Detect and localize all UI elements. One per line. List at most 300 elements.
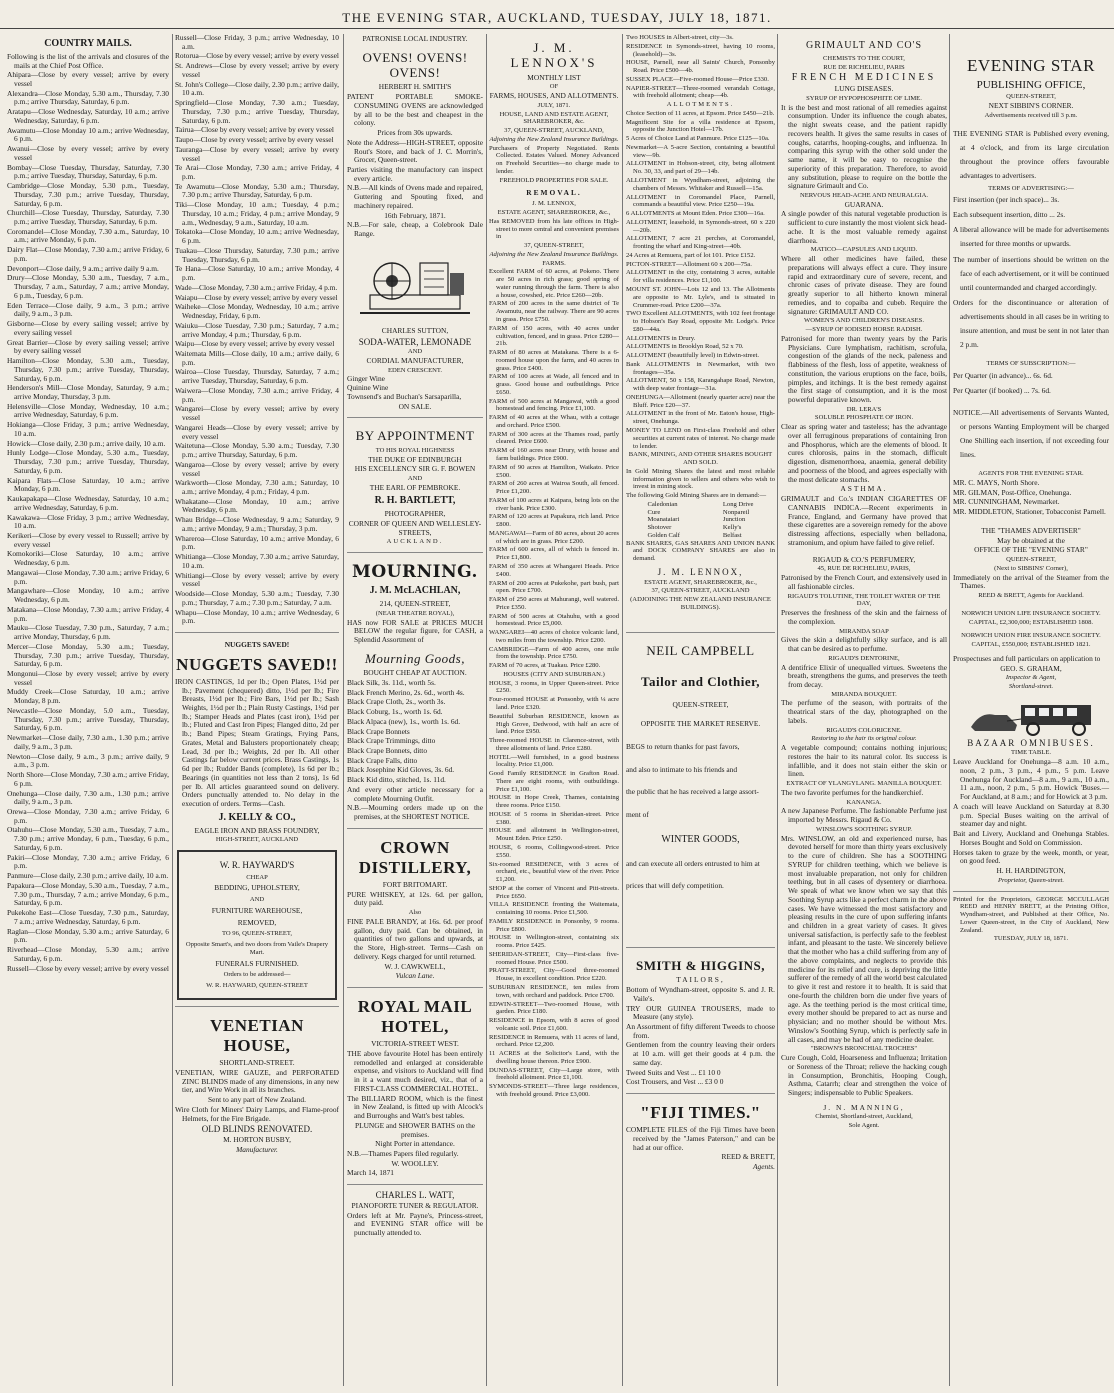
share-name: Golden Calf xyxy=(647,531,680,539)
farm-listing: WANGAREI—40 acres of choice volcanic land, two miles from the township. Price £200. xyxy=(489,629,619,644)
royal-porter: Night Porter in attendance. xyxy=(375,1139,455,1149)
agent-entry: MR. CUNNINGHAM, Newmarket. xyxy=(953,497,1060,507)
house-listing: RESIDENCE in Remuera, with 11 acres of land, orchard. Price £2,200. xyxy=(489,1033,619,1049)
soluble-body: Clear as spring water and tasteless; has the advantage over all ferruginous preparations of containing Iron and Phosphorus, which are the elements of blood. It cures chlorosis, pains in the stomach, difficult digestion, dismenorrhoea, anaemia, general debility and poorness of the blood, and agrees especially with the most delicate stomachs. xyxy=(781,422,947,484)
appointment-line: THE DUKE OF EDINBURGH xyxy=(368,454,462,464)
allotment-listing: TWO Excellent ALLOTMENTS, with 102 feet frontage to Hobson's Bay Road, opposite Mr. Lodge's. Price £80—44a. xyxy=(626,310,775,333)
hayward-line: FUNERALS FURNISHED. xyxy=(215,958,299,968)
allotment-listing: 24 Acres at Remuera, part of lot 101. Price £152. xyxy=(626,251,756,259)
hayward-line: TO 96, QUEEN-STREET, xyxy=(221,930,293,938)
agent-entry: MR. C. MAYS, North Shore. xyxy=(953,477,1040,487)
bouquet-heading: MIRANDA BOUQUET. xyxy=(831,690,897,698)
mail-entry: Cambridge—Close Monday, 5.30 p.m., Tuesday, Thursday, 7.30 p.m.; arrive Tuesday, Thursday, Saturday, 6 p.m. xyxy=(7,181,169,208)
country-mails-list xyxy=(7,71,169,973)
removal-address: 37, QUEEN-STREET, xyxy=(524,242,584,250)
mail-entry: Tairua—Close by every vessel; arrive by every vessel xyxy=(175,125,334,135)
farm-listing: FARM of 160 acres near Drury, with house and farm buildings. Price £900. xyxy=(489,447,619,463)
farm-listing: FARM of 350 acres at Whangarei Heads. Price £400. xyxy=(489,562,619,578)
royal-heading: ROYAL MAIL HOTEL, xyxy=(357,997,473,1037)
royal-body: THE above favourite Hotel has been entirely remodelled and enlarged at considerable expense, and visitors to Auckland will find in it a want much desired, viz., that of a FIRST-CLASS COMMERCIAL HOTEL. xyxy=(347,1048,483,1093)
mail-entry: Devonport—Close daily, 9 a.m.; arrive daily 9 a.m. xyxy=(7,263,159,273)
kananga-heading: KANANGA. xyxy=(846,798,882,806)
house-listing: 11 ACRES at the Solicitor's Land, with the dwelling house thereon. Price £900. xyxy=(489,1050,619,1065)
mail-entry: Hokianga—Close Friday, 3 p.m.; arrive Wednesday, 10 a.m. xyxy=(7,420,169,438)
smith-visit: Parties visiting the manufactory can inspect every article. xyxy=(347,165,483,183)
mail-entry: Ahipara—Close by every vessel; arrive by every vessel xyxy=(7,70,169,88)
hayward-line: FURNITURE WAREHOUSE, xyxy=(211,905,303,915)
mail-entry: Henderson's Mill—Close Monday, Saturday, 9 a.m.; arrive Monday, Thursday, 3 p.m. xyxy=(7,383,169,401)
lennox-agent: HOUSE, LAND AND ESTATE AGENT, SHAREBROKER, &c. xyxy=(499,110,609,126)
mclachlan-every: And every other article necessary for a complete Mourning Outfit. xyxy=(347,784,483,803)
removal-adjoining: Adjoining the New Zealand Insurance Buildings. xyxy=(489,250,619,258)
lennox-purchasers: Purchasers of Property Negotiated. Rents Collected. Estates Valued. Money Advanced on Freehold Securities—no charge made to lender. xyxy=(489,144,619,176)
mail-entry: Mauku—Close Tuesday, 7.30 p.m., Saturday, 7 a.m.; arrive Monday, Thursday, 6 p.m. xyxy=(7,623,169,642)
omnibus-engraving xyxy=(961,697,1101,737)
mail-entry: Mangawhare—Close Monday, 10 a.m.; arrive Wednesday, 6 p.m. xyxy=(7,586,169,605)
guarana-heading: GUARANA. xyxy=(844,199,884,209)
royal-nb: N.B.—Thames Papers filed regularly. xyxy=(347,1148,459,1158)
allotment-listing: ALLOTMENT, 50 x 158, Karangahape Road, Newton, with deep water frontage—31a. xyxy=(626,377,775,393)
crown-owner: W. J. CAWKWELL, xyxy=(384,961,446,971)
terms-each: Each subsequent insertion, ditto ... 2s. xyxy=(953,210,1066,220)
royal-sub: VICTORIA-STREET WEST. xyxy=(371,1039,459,1049)
norwich-life-heading: NORWICH UNION LIFE INSURANCE SOCIETY. xyxy=(961,609,1101,617)
column-local-industry xyxy=(344,34,486,1386)
smith-higgins-assortment: An Assortment of fifty different Tweeds to choose from. xyxy=(626,1022,775,1040)
mail-entry: Waiuku—Close Tuesday, 7.30 p.m.; Saturday, 7 a.m.; arrive Monday, 4 p.m.; Thursday, 6 p.m. xyxy=(175,320,339,339)
thames-address: QUEEN-STREET, xyxy=(1006,556,1056,564)
watt-trade: PIANOFORTE TUNER & REGULATOR. xyxy=(351,1200,479,1210)
campbell-prices: prices that will defy competition. xyxy=(626,881,724,891)
coloricene-body: A vegetable compound; contains nothing injurious; restores the hair to its natural color. Its success is infallible, and it does not stain either the skin or linen. xyxy=(781,743,947,779)
allotment-listing: Newmarket—A 5-acre Section, containing a beautiful view—9b. xyxy=(626,143,775,159)
es-next: NEXT SIBBIN'S CORNER. xyxy=(988,100,1074,110)
bazaar-horses: Horses taken to graze by the week, month, or year, on good feed. xyxy=(953,847,1109,866)
campbell-trade: Tailor and Clothier, xyxy=(641,674,760,689)
lennox-date: JULY, 1871. xyxy=(537,101,571,109)
fiji-agents: Agents. xyxy=(753,1162,775,1172)
grimault-french: FRENCH MEDICINES xyxy=(791,72,937,84)
column-mails-and-ads xyxy=(172,34,342,1386)
venetian-renovated: OLD BLINDS RENOVATED. xyxy=(201,1124,313,1135)
terms-number: The number of insertions should be written on the face of each advertisement, or it will be continued until countermanded and charged accordingly. xyxy=(953,254,1109,292)
farm-listing: FARM of 150 acres, with 40 acres under cultivation, fenced, and in grass. Price £280—21b. xyxy=(489,324,619,348)
smith-nb: N.B.—All kinds of Ovens made and repaired, Guttering and Spouting fixed, and machinery repaired. xyxy=(347,183,483,210)
mourning-heading: MOURNING. xyxy=(352,562,478,583)
mail-entry: Wairoa—Close Tuesday, Thursday, Saturday, 7 a.m.; arrive Tuesday, Thursday, Saturday, 6 p.m. xyxy=(175,367,339,386)
allotment-listing: ALLOTMENT (beautifully level) in Edwin-street. xyxy=(626,352,759,360)
farm-listing: FARM of 260 acres at Wairoa South, all fenced. Price £1,200. xyxy=(489,480,619,496)
agents-heading: AGENTS FOR THE EVENING STAR. xyxy=(978,470,1084,478)
patronise-heading: PATRONISE LOCAL INDUSTRY. xyxy=(362,34,468,43)
farm-listing: CAMBRIDGE—Farm of 400 acres, one mile from the township. Price £750. xyxy=(489,645,619,661)
appointment-line: HIS EXCELLENCY SIR G. F. BOWEN xyxy=(354,464,476,474)
venetian-heading: VENETIAN HOUSE, xyxy=(210,1016,304,1056)
appointment-heading: BY APPOINTMENT xyxy=(355,428,475,444)
bazaar-heading: BAZAAR OMNIBUSES. xyxy=(967,737,1095,748)
royal-billiard: The BILLIARD ROOM, which is the finest in New Zealand, is fitted up with Alcock's and Burroughs and Watt's best tables. xyxy=(347,1093,483,1121)
allotment-listing: Choice Section of 11 acres, at Epsom. Price £450—21b. xyxy=(626,109,775,117)
ad-hayward xyxy=(177,850,337,1000)
rigaud-heading: RIGAUD & CO.'S PERFUMERY, xyxy=(812,554,916,564)
mail-entry: Gisborne—Close by every sailing vessel; arrive by every sailing vessel xyxy=(7,319,169,337)
lennox2-address: 37, QUEEN-STREET, AUCKLAND xyxy=(651,587,750,595)
allotment-listing: ALLOTMENTS in Brooklyn Road, 52 x 70. xyxy=(626,343,744,351)
campbell-begs: BEGS to return thanks for past favors, xyxy=(626,741,740,751)
mail-entry: Wangaroa—Close by every vessel; arrive by every vessel xyxy=(175,459,339,478)
house-listing: SUBURBAN RESIDENCE, ten miles from town, with orchard and paddock. Price £700. xyxy=(489,984,619,999)
dentorine-heading: RIGAUD'S DENTORINE, xyxy=(828,654,900,662)
mail-entry: Waiheke—Close Monday, Wednesday, 10 a.m.; arrive Wednesday, Friday, 6 p.m. xyxy=(175,302,339,321)
farm-listing: FARM of 200 acres at Pukekohe, part bush, part open. Price £700. xyxy=(489,579,619,595)
house-listing: Two HOUSES in Albert-street, city—3s. xyxy=(626,34,734,41)
ad-watt xyxy=(347,1184,483,1238)
mail-entry: Waitemata Mills—Close daily, 10 a.m.; arrive daily, 6 p.m. xyxy=(175,348,339,367)
ad-mourning xyxy=(347,552,483,822)
allotment-listing: ALLOTMENT in the city, containing 3 acres, suitable for villa residences. Price £1,100. xyxy=(626,269,775,285)
mail-entry: Kerikeri—Close by every vessel to Russell; arrive by every vessel xyxy=(7,530,169,549)
mail-entry: Whau Bridge—Close Wednesday, 9 a.m.; Saturday, 9 a.m.; arrive Monday, 9 a.m.; Thursday, 3 p.m. xyxy=(175,515,339,533)
farms-list xyxy=(489,268,619,670)
house-listing: Three-roomed HOUSE in Clarence-street, with three allotments of land. Price £280. xyxy=(489,737,619,752)
mail-entry: Whareroa—Close Saturday, 10 a.m.; arrive Monday, 6 p.m. xyxy=(175,533,339,552)
thames-immediately: Immediately on the arrival of the Steamer from the Thames. xyxy=(953,572,1109,591)
lennox-of: OF xyxy=(549,83,559,91)
campbell-address: QUEEN-STREET, xyxy=(672,700,729,710)
norwich-title: Inspector & Agent, xyxy=(1005,674,1057,682)
soluble-heading: SOLUBLE PHOSPHATE OF IRON. xyxy=(814,414,914,422)
venetian-wire: Wire Cloth for Miners' Dairy Lamps, and Flame-proof Helmets, for the Fire Brigade. xyxy=(175,1104,339,1123)
campbell-intimate: and also to intimate to his friends and xyxy=(626,764,738,774)
mail-entry: Otahuhu—Close Monday, 5.30 a.m., Tuesday, 7 a.m., 7.30 p.m.; arrive Monday, 6 p.m., Tuesday, 6 p.m., Saturday, 6 p.m. xyxy=(7,825,169,852)
mourning-item: Black Silk, 3s. 11d., worth 5s. xyxy=(347,677,436,687)
agent-entry: MR. GILMAN, Post-Office, Onehunga. xyxy=(953,487,1072,497)
mail-entry: Mongonui—Close by every vessel; arrive by every vessel xyxy=(7,669,169,687)
farm-listing: FARM of 100 acres at Kaipara, being lots on the river bank. Price £300. xyxy=(489,496,619,512)
mail-entry: St. John's College—Close daily, 2.30 p.m.; arrive daily, 10 a.m. xyxy=(175,79,339,98)
royal-date: March 14, 1871 xyxy=(347,1168,395,1178)
lennox-farms-title: FARMS, HOUSES, AND ALLOTMENTS. xyxy=(489,91,619,101)
lennox-address: 37, QUEEN-STREET, AUCKLAND, xyxy=(504,127,604,135)
notice-servants: NOTICE.—All advertisements of Servants Wanted, or persons Wanting Employment will be charged One Shilling each insertion, if not exceeding four lines. xyxy=(953,407,1109,460)
mail-entry: Komokoriki—Close Saturday, 10 a.m.; arrive Wednesday, 6 p.m. xyxy=(7,549,169,568)
house-listing: RESIDENCE in Symonds-street, having 10 rooms, (leasehold)—3s. xyxy=(626,42,775,58)
mail-entry: Orewa—Close Monday, 7.30 a.m.; arrive Friday, 6 p.m. xyxy=(7,807,169,825)
bazaar-proprietor: Proprietor, Queen-street. xyxy=(998,876,1064,884)
allotment-listing: Bank ALLOTMENTS in Newmarket, with two frontages—35a. xyxy=(626,360,775,376)
ovens-heading: OVENS! OVENS! OVENS! xyxy=(362,49,468,81)
thames-next: (Next to SIBBINS' Corner), xyxy=(994,564,1068,572)
removal-name: J. M. LENNOX, xyxy=(532,200,576,208)
mail-entry: Te Hana—Close Saturday, 10 a.m.; arrive Monday, 4 p.m. xyxy=(175,264,339,283)
mail-entry: Pakiri—Close Monday, 7.30 a.m.; arrive Friday, 6 p.m. xyxy=(7,852,169,871)
lennox-adjoining: Adjoining the New Zealand Insurance Buildings. xyxy=(489,135,619,143)
allotment-listing: ALLOTMENT, 7 acre 21 perches, at Coromandel, fronting the wharf and King-street—40b. xyxy=(626,235,775,251)
ad-neil-campbell xyxy=(626,632,775,891)
royal-owner: W. WOOLLEY. xyxy=(391,1158,439,1168)
removal-body: Has REMOVED from his late offices in High-street to more central and convenient premises in xyxy=(489,217,619,241)
fiji-body: COMPLETE FILES of the Fiji Times have been received by the "James Paterson," and can be had at our office. xyxy=(626,1125,775,1152)
mail-entry: Hamilton—Close Monday, 5.30 a.m., Tuesday, Thursday, 7.30 p.m.; arrive Tuesday, Thursday, Saturday, 6 p.m. xyxy=(7,356,169,383)
mail-entry: Waiwera—Close Monday, 7.30 a.m.; arrive Friday, 4 p.m. xyxy=(175,385,339,404)
houses-list-continued xyxy=(626,34,775,100)
house-listing: HOUSE in Hope Creek, Thames, containing three rooms. Price £150. xyxy=(489,794,619,810)
share-name: Nonpareil xyxy=(722,508,750,516)
coloricene-heading: RIGAUD'S COLORICENE. xyxy=(826,726,902,734)
manning-name: J. N. MANNING, xyxy=(823,1102,905,1112)
appointment-line: TO HIS ROYAL HIGHNESS xyxy=(375,446,455,454)
lennox-sub: MONTHLY LIST xyxy=(527,72,581,82)
bazaar-bait: Bait and Livery, Auckland and Onehunga Stables. Horses Bought and Sold on Commission. xyxy=(953,829,1109,847)
mail-entry: Helensville—Close Monday, Wednesday, 10 a.m.; arrive Wednesday, Saturday, 6 p.m. xyxy=(7,401,169,420)
smith-higgins-trade: TAILORS, xyxy=(676,975,725,985)
mail-entry: North Shore—Close Monday, 7.30 a.m.; arrive Friday, 6 p.m. xyxy=(7,770,169,788)
allotment-listing: ONEHUNGA—Allotment (nearly quarter acre) near the Bluff. Price £20—37. xyxy=(626,393,775,409)
mourning-item: Black Crape Trimmings, ditto xyxy=(347,736,436,746)
house-listing: NAPIER-STREET—Three-roomed verandah Cottage, with freehold allotment; cheap—4b. xyxy=(626,84,775,100)
house-listing: EDWIN-STREET—Two-roomed House, with garden. Price £180. xyxy=(489,1000,619,1016)
mail-entry: Waiapu—Close by every vessel; arrive by every vessel xyxy=(175,292,338,302)
thames-office: OFFICE OF THE "EVENING STAR" xyxy=(974,545,1088,555)
campbell-ment: ment of xyxy=(626,810,649,819)
bazaar-timetable: TIME TABLE. xyxy=(1010,749,1051,757)
imprint-printed: Printed for the Proprietors, GEORGE MCCULLAGH REED and HENRY BRETT, at the Printing Office, Wyndham-street, and Published at their Office, No. Lower Queen-street, in the City of Auckland, New Zealand. xyxy=(953,895,1109,934)
houses-heading: HOUSES (CITY AND SUBURBAN.) xyxy=(503,670,605,678)
house-listing: SUSSEX PLACE—Five-roomed House—Price £330. xyxy=(626,75,769,83)
removal-heading: REMOVAL. xyxy=(526,187,582,197)
ad-royal-mail-hotel xyxy=(347,987,483,1178)
mail-entry: Matakana—Close Monday, 7.30 a.m.; arrive Friday, 4 p.m. xyxy=(7,604,169,623)
house-listing: HOUSE, 6 rooms, Collingwood-street. Price £550. xyxy=(489,844,619,859)
matico-heading: MATICO—CAPSULES AND LIQUID. xyxy=(810,246,918,254)
thames-heading: THE "THAMES ADVERTISER" xyxy=(981,525,1081,535)
mourning-item: Black Crape Bonnets, ditto xyxy=(347,746,428,755)
mail-entry: Panmure—Close daily, 2.30 p.m.; arrive daily, 10 a.m. xyxy=(7,871,169,881)
toilet-body: Preserves the freshness of the skin and the fairness of the complexion. xyxy=(781,608,947,626)
manning-agent: Sole Agent. xyxy=(848,1122,880,1130)
mail-entry: Churchill—Close Tuesday, Thursday, Saturday, 7.30 p.m.; arrive Tuesday, Thursday, Saturday, 6 p.m. xyxy=(7,208,169,227)
column-lennox-list xyxy=(486,34,622,1386)
mail-entry: Whitiangi—Close by every vessel; arrive by every vessel xyxy=(175,570,339,589)
house-listing: SYMONDS-STREET—Three large residences, with freehold ground. Price £3,000. xyxy=(489,1083,619,1098)
allotment-listing: 6 ALLOTMENTS at Mount Eden. Price £300—16a. xyxy=(626,210,765,218)
farm-listing: FARM of 500 acres at Mangawai, with a good homestead and fencing. Price £1,100. xyxy=(489,397,619,413)
farm-listing: FARM of 600 acres, all of which is fenced in. Price £1,800. xyxy=(489,546,619,562)
hayward-line: Opposite Smart's, and two doors from Vaile's Drapery Mart. xyxy=(185,941,329,956)
crown-body: PURE WHISKEY, at 12s. 6d. per gallon, duty paid. xyxy=(347,889,483,908)
mail-entry: Riverhead—Close Monday, 5.30 a.m.; arrive Saturday, 6 p.m. xyxy=(7,945,169,963)
masthead-title: THE EVENING STAR, AUCKLAND, TUESDAY, JULY 18, 1871. xyxy=(342,10,772,25)
lennox2-adjoining: (ADJOINING THE NEW ZEALAND INSURANCE BUILDINGS). xyxy=(630,596,771,611)
mail-entry: Kaukapakapa—Close Wednesday, Saturday, 10 a.m.; arrive Wednesday, Saturday, 6 p.m. xyxy=(7,494,169,512)
column-allotments-tailors xyxy=(623,34,778,1386)
dentorine-body: A dentifrice Elixir of unequalled virtues. Sweetens the breath, strengthens the gums, and preserves the teeth from decay. xyxy=(781,662,947,689)
terms-heading: TERMS OF ADVERTISING:— xyxy=(988,184,1074,192)
venetian-owner: M. HORTON BUSBY, xyxy=(223,1134,291,1144)
farms-heading: FARMS. xyxy=(542,259,566,267)
imprint-date: TUESDAY, JULY 18, 1871. xyxy=(993,935,1069,943)
mourning-item: Black Crape Falls, ditto xyxy=(347,755,418,765)
nervous-heading: NERVOUS HEAD-ACHE AND NEURALGIA. xyxy=(799,191,929,199)
ad-bartlett xyxy=(347,417,483,546)
watt-name: CHARLES L. WATT, xyxy=(375,1190,455,1201)
sutton-and: AND xyxy=(407,348,423,356)
kelly-address: HIGH-STREET, AUCKLAND xyxy=(215,836,299,844)
mail-entry: Awanui—Close by every vessel; arrive by every vessel xyxy=(7,144,169,162)
smith-price: Prices from 30s upwards. xyxy=(377,128,453,138)
bank-body: In Gold Mining Shares the latest and most reliable information given to sellers and others who wish to invest in mining stock. xyxy=(626,467,775,491)
mail-entry: Wangarei—Close by every vessel; arrive by every vessel xyxy=(175,404,339,423)
hayward-line: AND xyxy=(249,896,265,904)
campbell-opposite: OPPOSITE THE MARKET RESERVE. xyxy=(640,719,761,729)
mail-entry: Rotorua—Close by every vessel; arrive by every vessel xyxy=(175,51,339,61)
house-listing: HOUSE, Parnell, near all Saints' Church, Ponsonby Road. Price £500—4b. xyxy=(626,59,775,75)
hayward-line: W. R. HAYWARD, QUEEN-STREET xyxy=(206,982,308,990)
houses-list xyxy=(489,680,619,1099)
allotment-listing: Magnificent Site for a villa residence at Epsom, opposite the Junction Hotel—17b. xyxy=(626,118,775,134)
winslow-body: Mrs. WINSLOW, an old and experienced nurse, has devoted herself for more than thirty years exclusively to the cure of children. She has a SOOTHING SYRUP for children teething, which we believe is most invaluable preparation, not only for children teething, but in all cases of dysentery or diarrhoea. We speak of what we know when we say that this Soothing Syrup acts like a perfect charm in the above cases. We have witnessed the most satisfactory and pleasing results in the cure of upon suffering infants and children in a great variety of cases. It gives universal satisfaction, is perfectly safe to the feeblest infant, and pleasant to the taste. We sincerely believe that the mother who has a child suffering from any of the above complaints, and neglects to provide this medicine for its relief and cure, is depriving the little sufferer of the remedy of all the world best calculated to give it rest and restore it to health. It is said that one-fourth the children born die under five years of age. As the teething period is the most critical time, every mother should be prepared to act as nurse and physician; and no mother should be without Mrs. Winslow's Soothing Syrup, which is perfectly safe in all cases, and may be had of any medicine dealer. xyxy=(781,833,947,1044)
smith-higgins-name: SMITH & HIGGINS, xyxy=(636,958,765,973)
miranda-soap-heading: MIRANDA SOAP xyxy=(839,627,889,635)
miranda-soap-body: Gives the skin a delightfully silky surface, and is all that can be desired as to perfume. xyxy=(781,635,947,653)
house-listing: Four-roomed HOUSE at Ponsonby, with ¼ acre land. Price £320. xyxy=(489,696,619,711)
farm-listing: FARM of 500 acres at Otahuhu, with a good homestead. Price £5,000. xyxy=(489,612,619,628)
mail-entry: Whapu—Close Monday, 10 a.m.; arrive Wednesday, 6 p.m. xyxy=(175,607,339,626)
mail-entry: Drury—Close Monday, 5.30 a.m., Tuesday, 7 a.m., Thursday, 7 a.m., Saturday, 7 a.m.; arrive Monday, 6 p.m., Tuesday, 6 p.m. xyxy=(7,273,169,300)
mail-entry: Eden Terrace—Close daily, 9 a.m., 3 p.m.; arrive daily, 9 a.m., 3 p.m. xyxy=(7,300,169,319)
smith-higgins-price-trousers: Cost Trousers, and Vest ... £3 0 0 xyxy=(626,1077,724,1087)
mail-entry: Waitetuna—Close Monday, 5.30 a.m.; Tuesday, 7.30 p.m.; arrive Thursday, Saturday, 6 p.m. xyxy=(175,441,339,460)
house-listing: HOTEL—Well furnished, in a good business locality. Price £1,000. xyxy=(489,753,619,769)
mail-entry: Newcastle—Close Monday, 5.0 a.m., Tuesday, Thursday, 7.30 p.m.; arrive Tuesday, Thursday, Saturday, 6 p.m. xyxy=(7,705,169,733)
mclachlan-nb: N.B.—Mourning orders made up on the premises, at the SHORTEST NOTICE. xyxy=(347,803,483,822)
bartlett-address: CORNER OF QUEEN AND WELLESLEY-STREETS, xyxy=(348,519,482,537)
smith-name: HERBERT H. SMITH'S xyxy=(378,82,452,92)
mclachlan-near: (NEAR THEATRE ROYAL), xyxy=(375,609,455,617)
campbell-name: NEIL CAMPBELL xyxy=(646,642,755,658)
mail-entry: Newton—Close daily, 9 a.m., 3 p.m.; arrive daily, 9 a.m., 3 p.m. xyxy=(7,751,169,770)
smith-sale: N.B.—For sale, cheap, a Colebrook Dale Range. xyxy=(347,220,483,239)
venetian-manufacturer: Manufacturer. xyxy=(236,1144,278,1154)
appointment-line: AND xyxy=(407,474,423,482)
mail-entry: Whakatane—Close Monday, 10 a.m.; arrive Wednesday, 6 p.m. xyxy=(175,496,339,515)
mail-entry: Coromandel—Close Monday, 7.30 a.m., Saturday, 10 a.m.; arrive Monday, 6 p.m. xyxy=(7,226,169,245)
venetian-sent: Sent to any part of New Zealand. xyxy=(208,1095,306,1105)
share-name: Kelly's xyxy=(722,524,742,532)
mail-entry: Kawakawa—Close Friday, 3 p.m.; arrive Wednesday, 10 a.m. xyxy=(7,512,169,531)
mail-entry: Hunly Lodge—Close Monday, 5.30 a.m., Tuesday, Thursday, 7.30 p.m.; arrive Tuesday, Thursday, Saturday, 6 p.m. xyxy=(7,448,169,475)
mail-entry: Alexandra—Close Monday, 5.30 a.m., Thursday, 7.30 p.m.; arrive Thursday, Saturday, 6 p.m. xyxy=(7,88,169,107)
mail-entry: Raglan—Close Monday, 5.30 a.m.; arrive Saturday, 6 p.m. xyxy=(7,926,169,945)
kelly-name: J. KELLY & CO., xyxy=(218,811,296,823)
mclachlan-address: 214, QUEEN-STREET, xyxy=(379,599,451,609)
rigaud-body: Patronised by the French Court, and extensively used in all fashionable circles. xyxy=(781,573,947,591)
coloricene-sub: Restoring to the hair its original colour. xyxy=(811,735,917,743)
house-listing: VILLA RESIDENCE fronting the Waitemata, containing 10 rooms. Price £1,500. xyxy=(489,901,619,917)
farm-listing: Excellent FARM of 60 acres, at Pokeno. There are 50 acres in rich grass; good spring of water running through the farm. There is also a house, cowshed, etc. Price £260—20b. xyxy=(489,268,619,299)
share-name: Shotover xyxy=(647,524,672,532)
farm-listing: FARM of 200 acres in the same district of Te Awamutu, near the railway. There are 90 acres in grass. Price £750. xyxy=(489,300,619,323)
bartlett-trade: PHOTOGRAPHER, xyxy=(384,509,446,519)
campbell-public: the public that he has received a large assort- xyxy=(626,787,759,797)
ylang-heading: EXTRACT OF YLANGYLANG. MANILLA BOUQUET. xyxy=(786,780,942,788)
iodised-heading: —SYRUP OF IODISED HORSE RADISH. xyxy=(805,326,923,334)
mail-entry: Tuakau—Close Thursday, Saturday, 7.30 p.m.; arrive Tuesday, Thursday, 6 p.m. xyxy=(175,245,339,264)
mail-entry: Waipu—Close by every vessel; arrive by every vessel xyxy=(175,339,335,349)
iodised-body: Patronised for more than twenty years by the Paris Physicians. Cure lymphatism, rachitism, scrofula, congestion of the glands of the neck, paleness and flabbiness of the flesh, loss of appetite, weakness of constitution, the various eruptions on the face, boils, pimples, and itchings. It is the best remedy against the first stage of consumption, and it is the most powerful depurative known. xyxy=(781,333,947,404)
norwich-fire-heading: NORWICH UNION FIRE INSURANCE SOCIETY. xyxy=(961,632,1101,640)
allotment-listing: ALLOTMENT, leasehold, in Symonds-street, 60 x 220 —20b. xyxy=(626,218,775,234)
mail-entry: Russell—Close by every vessel; arrive by every vessel xyxy=(7,963,169,973)
agents-list xyxy=(953,479,1109,517)
smith-higgins-try: TRY OUR GUINEA TROUSERS, made to Measure (any style). xyxy=(626,1003,775,1022)
crown-sub: FORT BRITOMART. xyxy=(382,879,448,889)
allotment-listing: ALLOTMENT in Wyndham-street, adjoining the chambers of Messrs. Whitaker and Russell—15a. xyxy=(626,177,775,192)
shares-column-left xyxy=(647,501,679,540)
mclachlan-name: J. M. McLACHLAN, xyxy=(369,585,461,597)
house-listing: SHOP at the corner of Vincent and Pitt-streets. Price £650. xyxy=(489,884,619,900)
subscription-advance: Per Quarter (in advance)... 6s. 6d. xyxy=(953,370,1053,380)
smith-date: 16th February, 1871. xyxy=(384,210,446,220)
smith-higgins-price-suits: Tweed Suits and Vest ... £1 10 0 xyxy=(626,1067,721,1077)
mail-entry: Newmarket—Close daily, 7.30 a.m., 1.30 p.m.; arrive daily, 9 a.m., 3 p.m. xyxy=(7,733,169,751)
thames-agents: REED & BRETT, Agents for Auckland. xyxy=(978,592,1084,600)
smith-higgins-address: Bottom of Wyndham-street, opposite S. and J. R. Vaile's. xyxy=(626,985,775,1003)
mourning-item: Black Alpaca (new), 1s., worth 1s. 6d. xyxy=(347,716,461,726)
thames-obtained: May be obtained at the xyxy=(997,535,1065,545)
house-listing: HOUSE of 5 rooms in Sheridan-street. Price £380. xyxy=(489,810,619,826)
mail-entry: Wangarei Heads—Close by every vessel; arrive by every vessel xyxy=(175,422,339,441)
subscription-booked: Per Quarter (if booked) ... 7s. 6d. xyxy=(953,385,1051,395)
lennox2-name: J. M. LENNOX, xyxy=(657,567,744,577)
bank-heading: BANK, MINING, AND OTHER SHARES BOUGHT AND SOLD. xyxy=(628,451,773,467)
hayward-line: REMOVED, xyxy=(237,917,277,927)
kananga-body: A new Japanese Perfume. The fashionable Perfume just imported by Messrs. Rigaud & Co. xyxy=(781,806,947,825)
crown-heading: CROWN DISTILLERY, xyxy=(358,837,472,877)
winslow-heading: WINSLOW'S SOOTHING SYRUP. xyxy=(816,825,912,833)
lennox2-agent: ESTATE AGENT, SHAREBROKER, &c., xyxy=(644,578,757,586)
mclachlan-bought: BOUGHT CHEAP AT AUCTION. xyxy=(363,668,467,678)
mail-entry: Tokatoka—Close Monday, 10 a.m.; arrive Wednesday, 6 p.m. xyxy=(175,227,339,246)
grimault-rue: RUE DE RICHELIEU, PARIS xyxy=(823,63,905,71)
nuggets-big-heading: NUGGETS SAVED!! xyxy=(176,654,338,674)
column-country-mails xyxy=(4,34,172,1386)
bartlett-city: AUCKLAND. xyxy=(386,538,444,546)
mail-entry: Te Arai—Close Monday, 7.30 a.m.; arrive Friday, 4 p.m. xyxy=(175,163,339,182)
removal-agent: ESTATE AGENT, SHAREBROKER, &c., xyxy=(497,209,611,217)
house-listing: Good Family RESIDENCE in Grafton Road. There are eight rooms, with outbuildings. Price £1,100. xyxy=(489,770,619,793)
bartlett-name: R. H. BARTLETT, xyxy=(374,495,456,507)
share-name: Moanataiari xyxy=(647,516,680,524)
asthma-heading: ASTHMA. xyxy=(840,484,888,494)
bazaar-coach: A coach will leave Auckland on Saturday at 8.30 p.m. Special Buses waiting on the arrival of steamer day and night. xyxy=(953,801,1109,829)
farm-listing: FARM of 90 acres at Hamilton, Waikato. Price £500. xyxy=(489,463,619,479)
mail-entry: Warkworth—Close Monday, 7.30 a.m.; Saturday, 10 a.m.; arrive Monday, 4 p.m.; Friday, 4 p.m. xyxy=(175,478,339,496)
house-listing: Six-roomed RESIDENCE, with 3 acres of orchard, etc., beautiful view of the river. Price £1,200. xyxy=(489,860,619,884)
allotment-listing: PICTON-STREET—Allotment 60 x 200—75a. xyxy=(626,260,752,268)
mclachlan-goods: Mourning Goods, xyxy=(365,650,465,666)
toilet-heading: RIGAUD'S TOLUTINE, THE TOILET WATER OF THE DAY, xyxy=(787,592,941,608)
house-listing: Beautiful Suburban RESIDENCE, known as High Grove, Dedwood, with half an acre of land. Price £950. xyxy=(489,712,619,736)
lung-heading: LUNG DISEASES. xyxy=(834,84,894,94)
grimault-chemists: CHEMISTS TO THE COURT, xyxy=(823,54,905,62)
norwich-fire-capital: CAPITAL, £550,000; ESTABLISHED 1821. xyxy=(971,641,1091,649)
sutton-address: EDEN CRESCENT. xyxy=(387,366,443,374)
kelly-foundry: EAGLE IRON AND BRASS FOUNDRY, xyxy=(194,825,320,835)
smith-body: PATENT PORTABLE SMOKE-CONSUMING OVENS are acknowledged by all to be the best and cheapest in the colony. xyxy=(347,92,483,128)
allotment-listing: ALLOTMENT in Coromandel Place, Parnell, commands a beautiful view. Price £250—19a. xyxy=(626,193,775,209)
mail-entry: Howick—Close daily, 2.30 p.m.; arrive daily, 10 a.m. xyxy=(7,438,166,448)
